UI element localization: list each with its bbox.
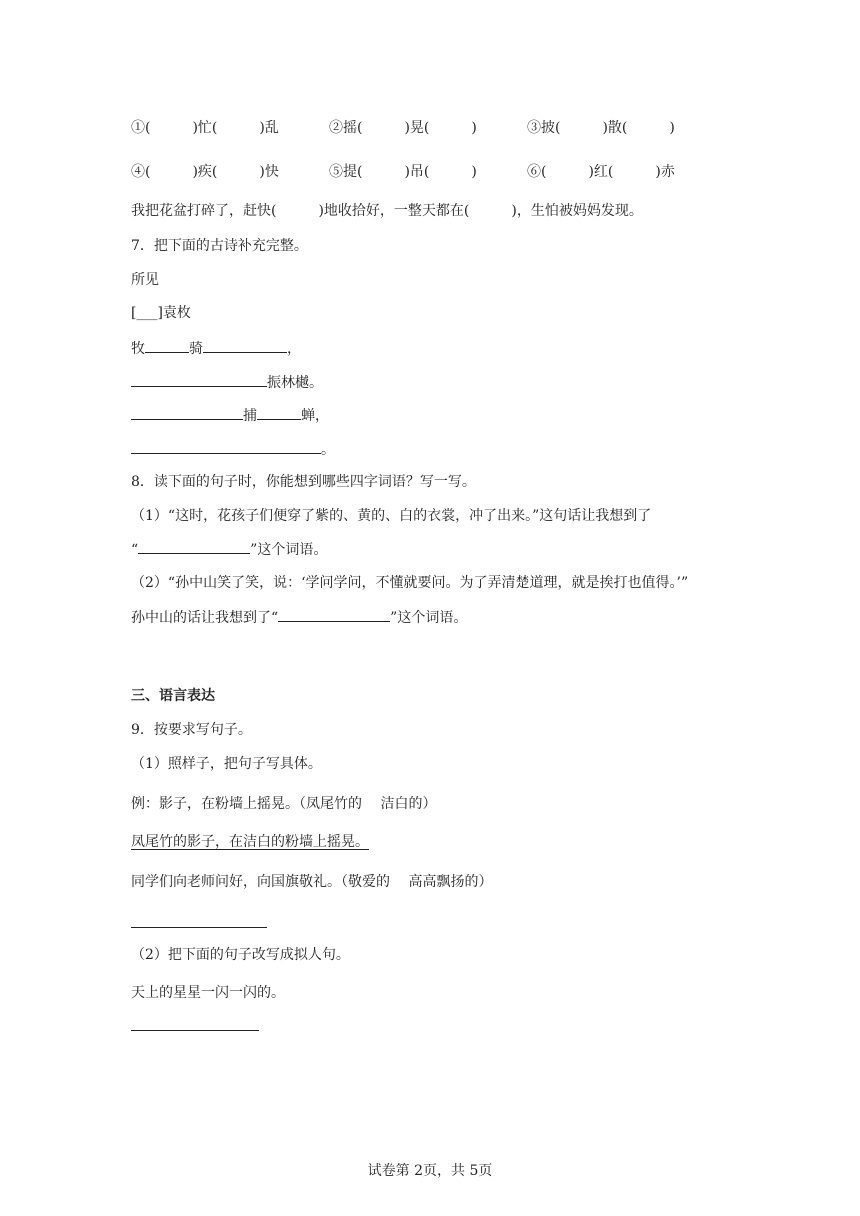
quote-open: “ xyxy=(131,542,139,558)
grid-item-4: ④( )疾( )快 xyxy=(131,164,279,180)
grid-item-6: ⑥( )红( )赤 xyxy=(527,164,675,180)
poem-blank[interactable] xyxy=(257,405,301,420)
answer-blank-2[interactable] xyxy=(278,607,390,622)
task-sentence-1: 同学们向老师问好，向国旗敬礼。（敬爱的 高高飘扬的） xyxy=(131,874,493,890)
author-bracket-open: [ xyxy=(131,305,137,321)
poem-line-1 xyxy=(131,338,301,359)
poem-blank[interactable] xyxy=(131,372,267,387)
poem-line-3 xyxy=(131,405,329,426)
quote-open: 孙中山的话让我想到了“ xyxy=(131,610,279,626)
q9-sub-1: （1）照样子，把句子写具体。 xyxy=(131,756,322,772)
example-sentence: 例：影子，在粉墙上摇晃。（凤尾竹的 洁白的） xyxy=(131,796,437,812)
poem-author xyxy=(131,303,191,323)
q9-sub-2: （2）把下面的句子改写成拟人句。 xyxy=(131,947,350,963)
quote-close: ”这个词语。 xyxy=(250,542,328,558)
grid-item-1: ①( )忙( )乱 xyxy=(131,120,279,136)
grid-item-3: ③披( )散( ) xyxy=(527,120,675,136)
word-grid-row-2 xyxy=(131,162,731,182)
poem-blank[interactable] xyxy=(203,338,287,353)
poem-blank[interactable] xyxy=(131,405,243,420)
author-bracket-close: ]袁枚 xyxy=(157,305,191,321)
q8-prompt: 8．读下面的句子时，你能想到哪些四字词语？写一写。 xyxy=(131,474,476,490)
section-heading: 三、语言表达 xyxy=(131,688,215,704)
q8-sentence-2: （2）“孙中山笑了笑，说：‘学问学问，不懂就要问。为了弄清楚道理，就是挨打也值得。’” xyxy=(131,575,689,591)
task-sentence-2: 天上的星星一闪一闪的。 xyxy=(131,985,285,1001)
poem-blank[interactable] xyxy=(131,439,321,454)
poem-line-3-char: 捕 xyxy=(243,408,257,424)
poem-punct: 。 xyxy=(321,442,335,458)
poem-line-1-char: 骑 xyxy=(189,341,203,357)
quote-close: ”这个词语。 xyxy=(390,610,468,626)
poem-line-4 xyxy=(131,439,335,460)
fill-sentence: 我把花盆打碎了，赶快( )地收拾好，一整天都在( )，生怕被妈妈发现。 xyxy=(131,203,643,219)
poem-punct: ， xyxy=(287,341,301,357)
grid-item-2: ②摇( )晃( ) xyxy=(329,120,477,136)
poem-title: 所见 xyxy=(131,272,159,288)
page-footer: 试卷第 2页，共 5页 xyxy=(367,1163,493,1179)
poem-line-2 xyxy=(131,372,323,393)
q8-sentence-1: （1）“这时，花孩子们便穿了紫的、黄的、白的衣裳，冲了出来。”这句话让我想到了 xyxy=(131,508,652,524)
q8-answer-2 xyxy=(131,607,467,628)
answer-line-2[interactable] xyxy=(131,1030,259,1031)
q8-answer-1 xyxy=(131,539,327,560)
poem-line-2-text: 振林樾。 xyxy=(267,375,323,391)
poem-line-3-text: 蝉， xyxy=(301,408,329,424)
poem-line-1-char: 牧 xyxy=(131,341,145,357)
author-blank[interactable]: ___ xyxy=(136,305,158,321)
answer-line-1[interactable] xyxy=(131,927,267,928)
answer-blank-1[interactable] xyxy=(138,539,250,554)
poem-blank[interactable] xyxy=(145,338,189,353)
example-answer: 凤尾竹的影子，在洁白的粉墙上摇晃。 xyxy=(131,834,369,850)
q9-prompt: 9．按要求写句子。 xyxy=(131,722,252,738)
grid-item-5: ⑤提( )吊( ) xyxy=(329,164,477,180)
word-grid-row-1 xyxy=(131,118,731,138)
q7-prompt: 7．把下面的古诗补充完整。 xyxy=(131,238,308,254)
